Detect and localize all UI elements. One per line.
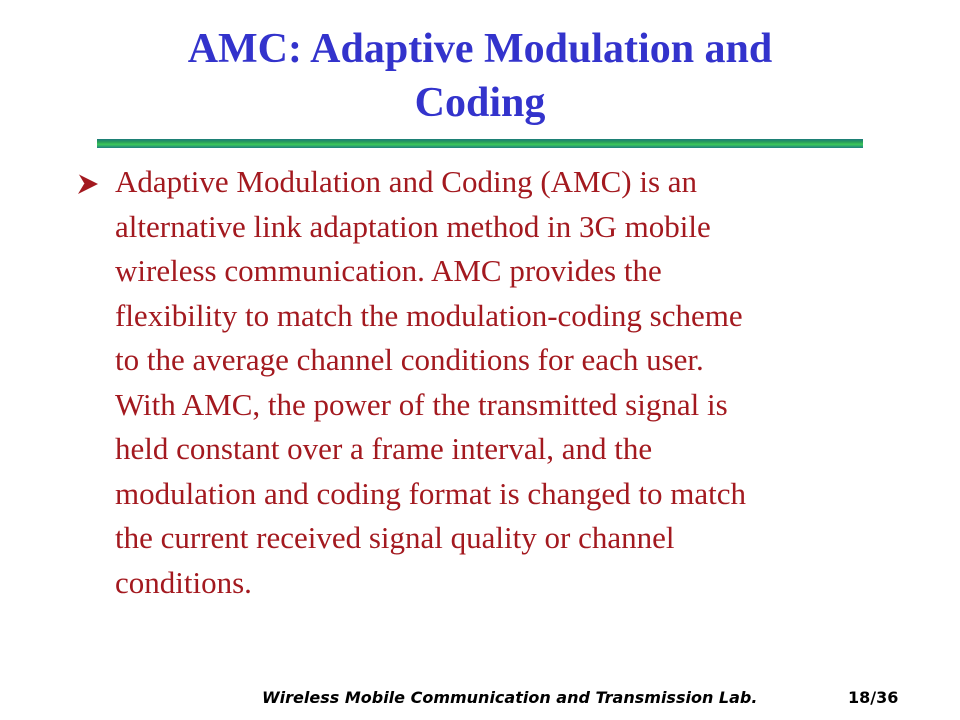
paragraph-line: With AMC, the power of the transmitted signal is (115, 386, 728, 422)
paragraph-line: the current received signal quality or channel (115, 520, 675, 555)
title-divider (97, 139, 863, 148)
paragraph-line: held constant over a frame interval, and the (115, 431, 653, 466)
bullet-paragraph (115, 160, 905, 605)
slide-title-line-2: Coding (414, 80, 546, 126)
paragraph-line: conditions. (115, 564, 252, 600)
arrow-bullet-icon (76, 172, 100, 196)
paragraph-line: flexibility to match the modulation-coding scheme (115, 297, 743, 333)
slide-title-line-1: AMC: Adaptive Modulation and (187, 26, 773, 72)
page-number: 18/36 (848, 688, 899, 707)
paragraph-line: to the average channel conditions for each user. (115, 342, 704, 377)
paragraph-line: alternative link adaptation method in 3G mobile (115, 208, 711, 244)
paragraph-line: wireless communication. AMC provides the (115, 253, 662, 288)
paragraph-line: Adaptive Modulation and Coding (AMC) is an (115, 164, 698, 199)
footer-lab-name: Wireless Mobile Communication and Transmission Lab. (262, 688, 758, 707)
paragraph-line: modulation and coding format is changed to match (115, 475, 747, 511)
slide-title (60, 22, 900, 130)
